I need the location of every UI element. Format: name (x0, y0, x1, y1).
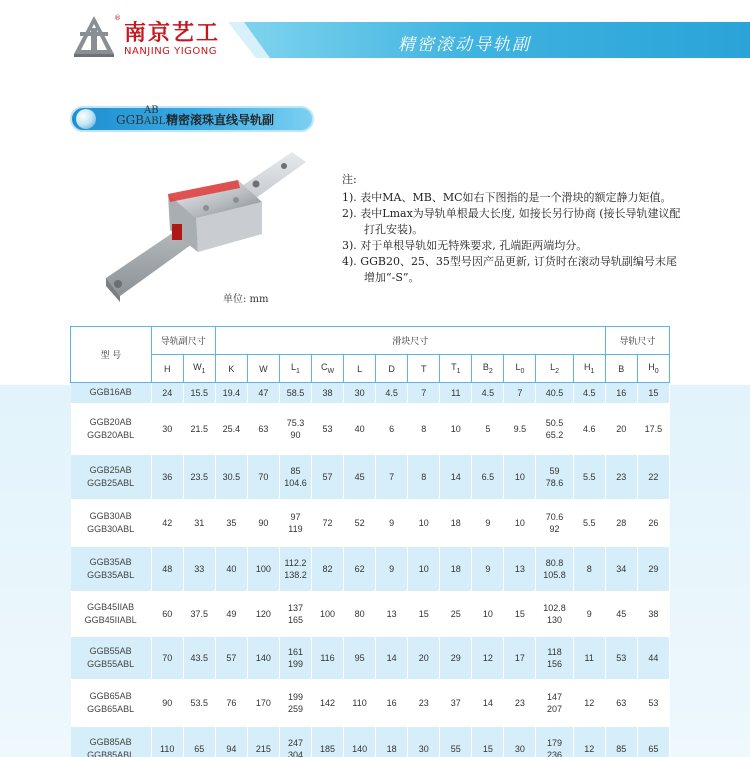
value-cell: 80 (344, 591, 376, 637)
value-cell: 53 (312, 403, 344, 455)
value-cell: 14 (376, 637, 408, 679)
value-cell: 140 (344, 727, 376, 757)
value-cell: 82 (312, 547, 344, 591)
value-cell: 7 (408, 383, 440, 403)
value-cell: 53 (605, 637, 637, 679)
value-cell: 247 304 (279, 727, 311, 757)
value-cell: 30 (408, 727, 440, 757)
value-cell: 18 (376, 727, 408, 757)
unit-label: 单位: mm (223, 294, 269, 305)
value-cell: 185 (312, 727, 344, 757)
spec-table (70, 326, 670, 757)
value-cell: 36 (151, 455, 183, 499)
column-header: $T_1$ (440, 355, 472, 383)
value-cell: 30 (344, 383, 376, 403)
value-cell: 100 (312, 591, 344, 637)
value-cell: 30 (151, 403, 183, 455)
value-cell: 110 (151, 727, 183, 757)
value-cell: 62 (344, 547, 376, 591)
column-header: W (247, 355, 279, 383)
linear-guide-product-image (106, 150, 306, 302)
value-cell: 11 (440, 383, 472, 403)
value-cell: 28 (605, 499, 637, 547)
model-cell: GGB20AB GGB20ABL (71, 403, 152, 455)
value-cell: 31 (183, 499, 215, 547)
value-cell: 57 (312, 455, 344, 499)
value-cell: 9 (376, 499, 408, 547)
table-row (71, 547, 670, 591)
registered-mark: ® (114, 14, 121, 22)
value-cell: 55 (440, 727, 472, 757)
column-header: K (215, 355, 247, 383)
section-title-cn: 精密滚珠直线导轨副 (166, 113, 275, 127)
value-cell: 199 259 (279, 679, 311, 727)
value-cell: 140 (247, 637, 279, 679)
value-cell: 15.5 (183, 383, 215, 403)
value-cell: 23 (605, 455, 637, 499)
value-cell: 8 (408, 403, 440, 455)
value-cell: 15 (504, 591, 536, 637)
column-header: D (376, 355, 408, 383)
value-cell: 97 119 (279, 499, 311, 547)
brand-name-en: NANJING YIGONG (124, 46, 218, 57)
value-cell: 59 78.6 (536, 455, 573, 499)
group-header-block: 滑块尺寸 (215, 327, 605, 355)
model-base: GGB (116, 113, 144, 127)
value-cell: 40 (344, 403, 376, 455)
note-item-continued: 打孔安装)。 (364, 223, 424, 236)
value-cell: 53 (637, 679, 669, 727)
value-cell: 110 (344, 679, 376, 727)
bullet-icon (76, 109, 96, 129)
value-cell: 9 (472, 547, 504, 591)
value-cell: 94 (215, 727, 247, 757)
value-cell: 23.5 (183, 455, 215, 499)
section-title (116, 105, 275, 128)
brand-name-cn: 南京艺工 (124, 20, 221, 46)
note-item-continued: 增加“-S”。 (364, 271, 420, 284)
value-cell: 60 (151, 591, 183, 637)
value-cell: 14 (440, 455, 472, 499)
table-row (71, 591, 670, 637)
value-cell: 8 (408, 455, 440, 499)
column-header: $L_0$ (504, 355, 536, 383)
value-cell: 40 (215, 547, 247, 591)
value-cell: 118 156 (536, 637, 573, 679)
value-cell: 18 (440, 499, 472, 547)
value-cell: 58.5 (279, 383, 311, 403)
value-cell: 12 (573, 727, 605, 757)
value-cell: 179 236 (536, 727, 573, 757)
value-cell: 29 (440, 637, 472, 679)
table-row (71, 679, 670, 727)
model-cell: GGB35AB GGB35ABL (71, 547, 152, 591)
model-cell: GGB30AB GGB30ABL (71, 499, 152, 547)
value-cell: 13 (504, 547, 536, 591)
value-cell: 20 (605, 403, 637, 455)
value-cell: 38 (312, 383, 344, 403)
value-cell: 24 (151, 383, 183, 403)
value-cell: 18 (440, 547, 472, 591)
value-cell: 15 (637, 383, 669, 403)
value-cell: 16 (376, 679, 408, 727)
value-cell: 95 (344, 637, 376, 679)
value-cell: 5.5 (573, 455, 605, 499)
value-cell: 85 (605, 727, 637, 757)
value-cell: 4.5 (376, 383, 408, 403)
note-item: 3). 对于单根导轨如无特殊要求, 孔端距两端均分。 (342, 239, 588, 252)
value-cell: 14 (472, 679, 504, 727)
model-cell: GGB55AB GGB55ABL (71, 637, 152, 679)
value-cell: 37 (440, 679, 472, 727)
value-cell: 170 (247, 679, 279, 727)
value-cell: 21.5 (183, 403, 215, 455)
value-cell: 10 (408, 547, 440, 591)
value-cell: 75.3 90 (279, 403, 311, 455)
model-variants: AB ABL (144, 105, 166, 127)
value-cell: 5 (472, 403, 504, 455)
brand-logo-icon (70, 14, 118, 60)
value-cell: 70.6 92 (536, 499, 573, 547)
value-cell: 49 (215, 591, 247, 637)
value-cell: 80.8 105.8 (536, 547, 573, 591)
value-cell: 40.5 (536, 383, 573, 403)
value-cell: 25 (440, 591, 472, 637)
value-cell: 85 104.6 (279, 455, 311, 499)
value-cell: 42 (151, 499, 183, 547)
value-cell: 11 (573, 637, 605, 679)
value-cell: 90 (151, 679, 183, 727)
value-cell: 215 (247, 727, 279, 757)
value-cell: 102.8 130 (536, 591, 573, 637)
table-row (71, 499, 670, 547)
value-cell: 30 (504, 727, 536, 757)
value-cell: 17 (504, 637, 536, 679)
column-header: T (408, 355, 440, 383)
table-body (71, 383, 670, 757)
value-cell: 15 (408, 591, 440, 637)
value-cell: 10 (504, 455, 536, 499)
value-cell: 16 (605, 383, 637, 403)
value-cell: 23 (504, 679, 536, 727)
header-title: 精密滚动导轨副 (398, 35, 531, 55)
notes-title: 注: (342, 173, 357, 186)
value-cell: 76 (215, 679, 247, 727)
value-cell: 17.5 (637, 403, 669, 455)
column-header: $H_0$ (637, 355, 669, 383)
value-cell: 34 (605, 547, 637, 591)
value-cell: 137 165 (279, 591, 311, 637)
value-cell: 13 (376, 591, 408, 637)
table-row (71, 637, 670, 679)
value-cell: 48 (151, 547, 183, 591)
column-header: $C_W$ (312, 355, 344, 383)
table-row (71, 383, 670, 403)
value-cell: 4.5 (472, 383, 504, 403)
note-item: 4). GGB20、25、35型号因产品更新, 订货时在滚动导轨副编号末尾 (342, 255, 677, 268)
value-cell: 10 (472, 591, 504, 637)
value-cell: 44 (637, 637, 669, 679)
model-column-header: 型 号 (71, 327, 152, 383)
value-cell: 10 (504, 499, 536, 547)
column-header: $L_1$ (279, 355, 311, 383)
column-header: $B_2$ (472, 355, 504, 383)
value-cell: 15 (472, 727, 504, 757)
value-cell: 53.5 (183, 679, 215, 727)
value-cell: 10 (408, 499, 440, 547)
value-cell: 70 (151, 637, 183, 679)
value-cell: 70 (247, 455, 279, 499)
value-cell: 112.2 138.2 (279, 547, 311, 591)
value-cell: 6.5 (472, 455, 504, 499)
group-header-rail-pair: 导轨副尺寸 (151, 327, 215, 355)
value-cell: 43.5 (183, 637, 215, 679)
value-cell: 6 (376, 403, 408, 455)
value-cell: 19.4 (215, 383, 247, 403)
value-cell: 20 (408, 637, 440, 679)
value-cell: 37.5 (183, 591, 215, 637)
note-item: 2). 表中Lmax为导轨单根最大长度, 如接长另行协商 (接长导轨建议配 (342, 207, 681, 220)
value-cell: 4.6 (573, 403, 605, 455)
value-cell: 7 (376, 455, 408, 499)
group-header-rail: 导轨尺寸 (605, 327, 669, 355)
value-cell: 9 (376, 547, 408, 591)
value-cell: 50.5 65.2 (536, 403, 573, 455)
value-cell: 26 (637, 499, 669, 547)
value-cell: 22 (637, 455, 669, 499)
value-cell: 12 (573, 679, 605, 727)
table-group-header-row (71, 327, 670, 355)
model-cell: GGB16AB (71, 383, 152, 403)
value-cell: 33 (183, 547, 215, 591)
table-column-header-row (71, 355, 670, 383)
value-cell: 161 199 (279, 637, 311, 679)
value-cell: 35 (215, 499, 247, 547)
note-item: 1). 表中MA、MB、MC如右下图指的是一个滑块的额定静力矩值。 (342, 191, 672, 204)
value-cell: 142 (312, 679, 344, 727)
value-cell: 12 (472, 637, 504, 679)
page-header (0, 0, 750, 70)
value-cell: 63 (247, 403, 279, 455)
value-cell: 116 (312, 637, 344, 679)
model-cell: GGB65AB GGB65ABL (71, 679, 152, 727)
table-row (71, 727, 670, 757)
column-header: H (151, 355, 183, 383)
value-cell: 90 (247, 499, 279, 547)
column-header: $L_2$ (536, 355, 573, 383)
notes-block (342, 172, 742, 286)
value-cell: 45 (344, 455, 376, 499)
value-cell: 38 (637, 591, 669, 637)
value-cell: 9 (573, 591, 605, 637)
value-cell: 72 (312, 499, 344, 547)
value-cell: 120 (247, 591, 279, 637)
value-cell: 52 (344, 499, 376, 547)
value-cell: 5.5 (573, 499, 605, 547)
value-cell: 10 (440, 403, 472, 455)
value-cell: 4.5 (573, 383, 605, 403)
value-cell: 30.5 (215, 455, 247, 499)
column-header: B (605, 355, 637, 383)
value-cell: 8 (573, 547, 605, 591)
model-cell: GGB85AB GGB85ABL (71, 727, 152, 757)
value-cell: 23 (408, 679, 440, 727)
value-cell: 65 (183, 727, 215, 757)
value-cell: 147 207 (536, 679, 573, 727)
table-row (71, 403, 670, 455)
value-cell: 47 (247, 383, 279, 403)
value-cell: 100 (247, 547, 279, 591)
table-row (71, 455, 670, 499)
column-header: L (344, 355, 376, 383)
model-cell: GGB45IIAB GGB45IIABL (71, 591, 152, 637)
value-cell: 63 (605, 679, 637, 727)
value-cell: 7 (504, 383, 536, 403)
column-header: $W_1$ (183, 355, 215, 383)
value-cell: 25.4 (215, 403, 247, 455)
model-cell: GGB25AB GGB25ABL (71, 455, 152, 499)
value-cell: 45 (605, 591, 637, 637)
value-cell: 9.5 (504, 403, 536, 455)
value-cell: 57 (215, 637, 247, 679)
column-header: $H_1$ (573, 355, 605, 383)
value-cell: 65 (637, 727, 669, 757)
value-cell: 29 (637, 547, 669, 591)
value-cell: 9 (472, 499, 504, 547)
